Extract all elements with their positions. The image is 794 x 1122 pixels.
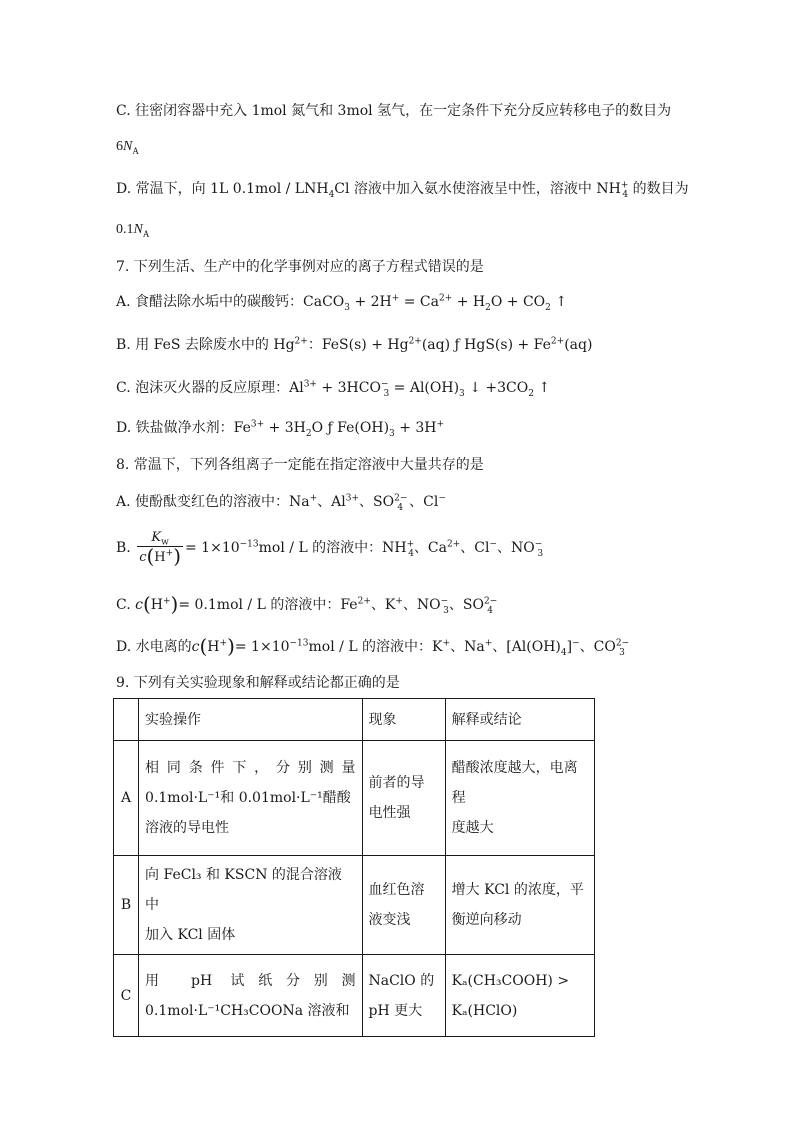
- table-row: [114, 856, 595, 955]
- question-7-option-d: D. 铁盐做净水剂：$Fe^{3+} + 3H_2O$ ƒ $Fe(OH)_3 + 3H^+$: [116, 419, 445, 439]
- experiment-table: [113, 698, 595, 1037]
- operation-cell: 用 pH 试纸分别测 0.1mol·L⁻¹CH₃COONa 溶液和: [139, 955, 362, 1037]
- question-8-option-b: B. $\frac{K_w}{c(H^+)}$ = $1\times 10^{-13}mol / L$ 的溶液中：$NH^+_4$、$Ca^{2+}$、Cl−、$NO^-_3$: [116, 529, 544, 568]
- phenomenon-cell: NaClO 的 pH 更大: [362, 955, 445, 1037]
- table-header-cell: 实验操作: [139, 699, 362, 741]
- table-header-cell: 解释或结论: [445, 699, 594, 741]
- option-d-value: $0.1N_A$: [116, 222, 150, 239]
- option-c-text: C. 往密闭容器中充入 1mol 氮气和 3mol 氢气，在一定条件下充分反应转移电子的数目为: [116, 103, 672, 119]
- question-8-option-c: C. c(H+)= 0.1mol / L 的溶液中：$Fe^{2+}$、K+、$NO^-_3$、$SO^{2-}_4$: [116, 592, 498, 616]
- row-label: C: [114, 955, 139, 1037]
- question-9-stem: 9. 下列有关实验现象和解释或结论都正确的是: [116, 675, 400, 691]
- table-header-row: [114, 699, 595, 741]
- table-header-cell: 现象: [362, 699, 445, 741]
- row-label: B: [114, 856, 139, 955]
- question-7-option-a: A. 食醋法除水垢中的碳酸钙：CaCO$_3$ + $2H^+ = Ca^{2+} + H_2O + CO_2$ ↑: [116, 293, 568, 313]
- question-7-option-b: B. 用 FeS 去除废水中的 $Hg^{2+}$：$FeS(s) + Hg^{2+}(aq)$ ƒ $HgS(s) + Fe^{2+}(aq)$: [116, 336, 593, 353]
- question-8-stem: 8. 常温下，下列各组离子一定能在指定溶液中大量共存的是: [116, 457, 484, 473]
- row-label: A: [114, 741, 139, 856]
- conclusion-cell: Kₐ(CH₃COOH) > Kₐ(HClO): [445, 955, 594, 1037]
- table-header-cell: [114, 699, 139, 741]
- option-d-text: D. 常温下，向 1L $0.1mol / LNH_4Cl$ 溶液中加入氨水使溶液呈中性，溶液中 $NH^+_4$ 的数目为: [116, 180, 689, 200]
- conclusion-cell: 增大 KCl 的浓度，平 衡逆向移动: [445, 856, 594, 955]
- question-7-stem: 7. 下列生活、生产中的化学事例对应的离子方程式错误的是: [116, 259, 484, 275]
- table-row: [114, 955, 595, 1037]
- table-row: [114, 741, 595, 856]
- phenomenon-cell: 前者的导 电性强: [362, 741, 445, 856]
- conclusion-cell: 醋酸浓度越大，电离程 度越大: [445, 741, 594, 856]
- operation-cell: 相同条件下，分别测量 0.1mol·L⁻¹和 0.01mol·L⁻¹醋酸 溶液的导电性: [139, 741, 362, 856]
- phenomenon-cell: 血红色溶 液变浅: [362, 856, 445, 955]
- question-7-option-c: C. 泡沫灭火器的反应原理：$Al^{3+} + 3HCO^-_3 = Al(OH)_3$ ↓ $+3CO_2$ ↑: [116, 379, 551, 399]
- operation-cell: 向 FeCl₃ 和 KSCN 的混合溶液中 加入 KCl 固体: [139, 856, 362, 955]
- question-8-option-a: A. 使酚酞变红色的溶液中：Na+、$Al^{3+}$、$SO^{2-}_4$ 、Cl−: [116, 493, 446, 513]
- question-8-option-d: D. 水电离的$c(H^+)= 1\times 10^{-13}mol / L$ 的溶液中：K+、Na+、$[Al(OH)_4]^-$、$CO^{2-}_3$: [116, 634, 630, 658]
- option-c-value: $6N_A$: [116, 139, 139, 156]
- kw-fraction: $\frac{K_w}{c(H^+)}$: [139, 529, 181, 568]
